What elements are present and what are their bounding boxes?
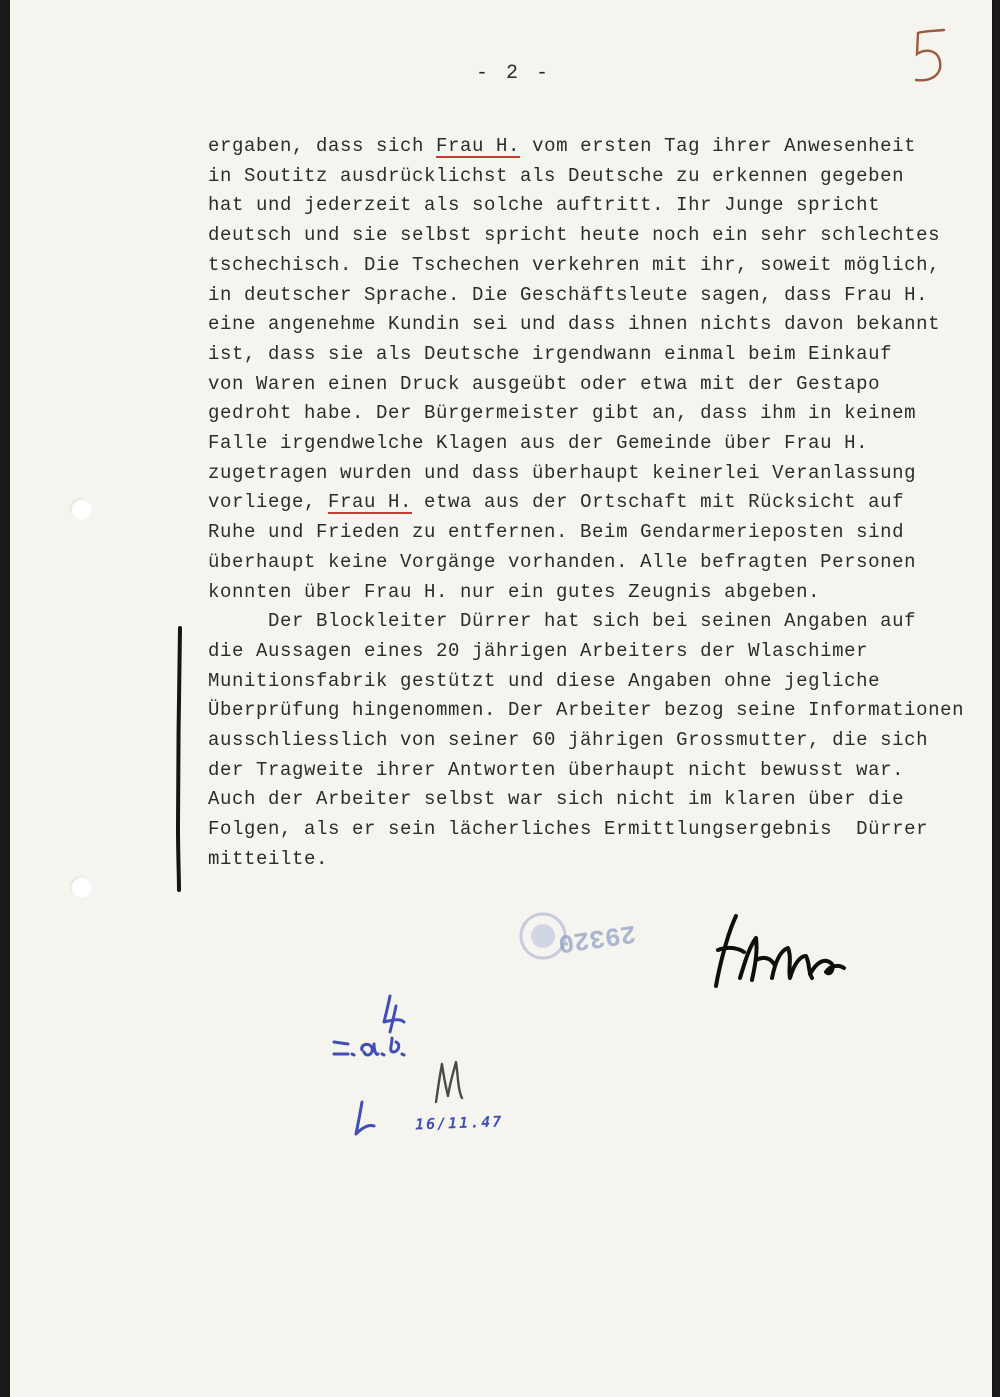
text-segment: mitteilte.	[208, 847, 329, 870]
text-segment: vom ersten Tag ihrer Anwesenheit	[520, 135, 917, 157]
letter-body	[208, 132, 988, 875]
text-segment: die Aussagen eines 20 jährigen Arbeiters der Wlaschimer	[208, 639, 869, 662]
text-segment: Auch der Arbeiter selbst war sich nicht im klaren über die	[208, 788, 905, 811]
text-segment: Falle irgendwelche Klagen aus der Gemeinde über Frau H.	[208, 432, 869, 455]
page-number: - 2 -	[476, 62, 552, 85]
handwritten-signature	[698, 908, 848, 998]
margin-vertical-mark	[173, 626, 185, 892]
text-segment: Munitionsfabrik gestützt und diese Angaben ohne jegliche	[208, 669, 881, 692]
text-segment: ergaben, dass sich	[208, 135, 437, 157]
text-line	[208, 667, 988, 697]
text-line	[208, 815, 988, 845]
folio-number-mark	[904, 24, 954, 88]
text-line	[208, 459, 988, 489]
text-line	[208, 578, 988, 608]
text-line	[208, 607, 988, 637]
text-line	[208, 429, 988, 459]
text-line	[208, 221, 988, 251]
text-segment: eine angenehme Kundin sei und dass ihnen nichts davon bekannt	[208, 313, 941, 336]
text-segment: konnten über Frau H. nur ein gutes Zeugnis abgeben.	[208, 580, 821, 603]
text-line	[208, 845, 988, 875]
text-segment: deutsch und sie selbst spricht heute noch ein sehr schlechtes	[208, 224, 941, 247]
text-line	[208, 281, 988, 311]
text-line	[208, 370, 988, 400]
text-segment: ist, dass sie als Deutsche irgendwann einmal beim Einkauf	[208, 342, 893, 365]
text-segment: in deutscher Sprache. Die Geschäftsleute sagen, dass Frau H.	[208, 283, 929, 306]
text-segment: hat und jederzeit als solche auftritt. Ihr Junge spricht	[208, 194, 881, 217]
text-segment: etwa aus der Ortschaft mit Rücksicht auf	[412, 491, 905, 514]
text-line	[208, 132, 988, 162]
archive-stamp-number: 29320	[556, 917, 638, 959]
text-segment: tschechisch. Die Tschechen verkehren mit ihr, soweit möglich,	[208, 253, 941, 276]
text-line	[208, 251, 988, 281]
text-line	[208, 756, 988, 786]
text-segment: Folgen, als er sein lächerliches Ermittlungsergebnis Dürrer	[208, 818, 929, 841]
text-line	[208, 518, 988, 548]
text-line	[208, 399, 988, 429]
text-segment: ausschliesslich von seiner 60 jährigen Grossmutter, die sich	[208, 729, 929, 752]
text-segment: der Tragweite ihrer Antworten überhaupt nicht bewusst war.	[208, 758, 905, 781]
text-line	[208, 162, 988, 192]
red-underlined-name: Frau H.	[328, 491, 413, 514]
text-segment: in Soutitz ausdrücklichst als Deutsche zu erkennen gegeben	[208, 164, 905, 187]
blue-handwritten-date: 16/11.47	[414, 1112, 504, 1134]
text-segment: gedroht habe. Der Bürgermeister gibt an, dass ihm in keinem	[208, 402, 917, 425]
text-line	[208, 637, 988, 667]
text-line	[208, 310, 988, 340]
text-line	[208, 488, 988, 518]
punch-hole-upper	[70, 498, 92, 520]
text-line	[208, 340, 988, 370]
text-segment: Ruhe und Frieden zu entfernen. Beim Gendarmerieposten sind	[208, 521, 905, 544]
text-line	[208, 785, 988, 815]
text-line	[208, 548, 988, 578]
text-segment: zugetragen wurden und dass überhaupt keinerlei Veranlassung	[208, 461, 917, 484]
text-segment: Überprüfung hingenommen. Der Arbeiter bezog seine Informationen	[208, 699, 965, 722]
text-segment: Der Blockleiter Dürrer hat sich bei seinen Angaben auf	[208, 610, 917, 633]
text-line	[208, 726, 988, 756]
text-segment: überhaupt keine Vorgänge vorhanden. Alle befragten Personen	[208, 550, 917, 573]
punch-hole-lower	[70, 876, 92, 898]
text-line	[208, 696, 988, 726]
text-segment: von Waren einen Druck ausgeübt oder etwa mit der Gestapo	[208, 372, 881, 395]
text-line	[208, 191, 988, 221]
text-segment: vorliege,	[208, 491, 329, 514]
document-page	[10, 0, 992, 1397]
red-underlined-name: Frau H.	[436, 135, 521, 157]
